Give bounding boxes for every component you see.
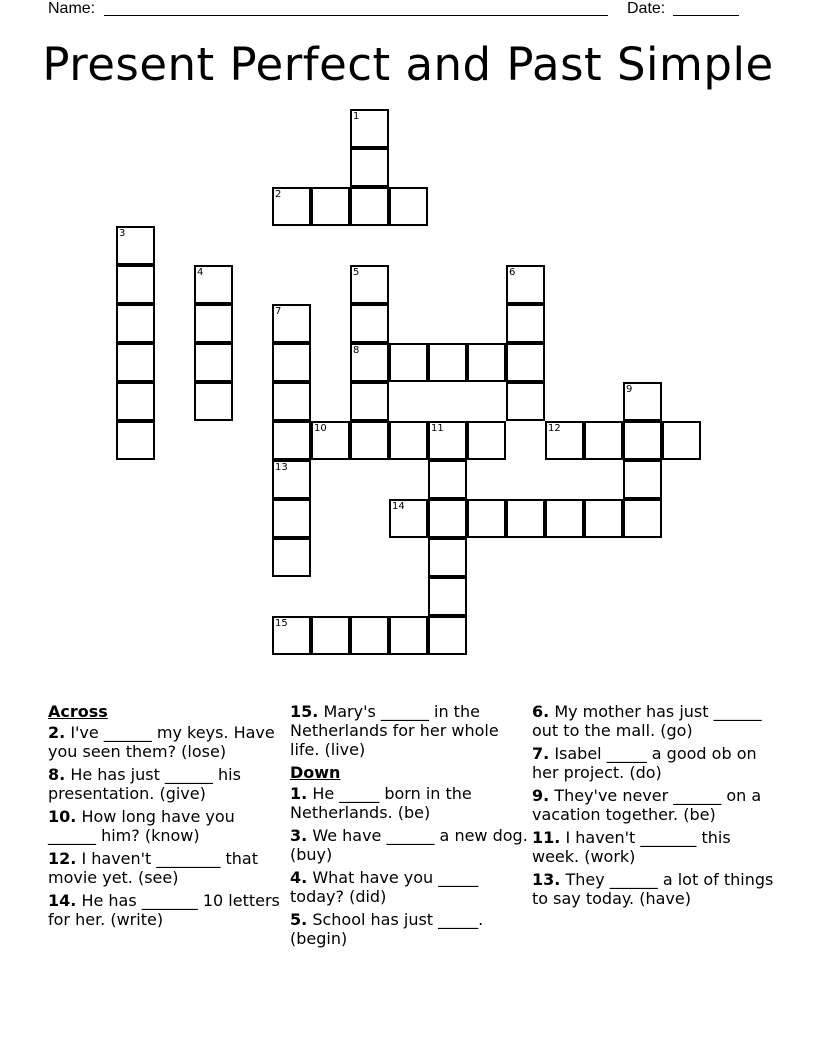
clue-across-10: 10. How long have you ______ him? (know) [48,807,235,845]
name-field[interactable] [104,2,608,16]
clue-number: 4 [197,267,204,278]
grid-cell-r8-c7[interactable] [389,421,428,460]
clue-down-9: 9. They've never ______ on a vacation together. (be) [532,786,762,824]
grid-cell-r9-c13[interactable] [623,460,662,499]
grid-cell-r6-c0[interactable] [116,343,155,382]
grid-cell-r10-c10[interactable] [506,499,545,538]
clue-down-6: 6. My mother has just ______ out to the mall. (go) [532,702,762,740]
page-title: Present Perfect and Past Simple [42,38,774,91]
grid-cell-r7-c13[interactable] [623,382,662,421]
grid-cell-r7-c6[interactable] [350,382,389,421]
date-field[interactable] [673,2,739,16]
grid-cell-r6-c8[interactable] [428,343,467,382]
grid-cell-r13-c5[interactable] [311,616,350,655]
clues-column-3 [532,702,782,912]
grid-cell-r11-c4[interactable] [272,538,311,577]
grid-cell-r13-c7[interactable] [389,616,428,655]
clue-number: 2 [275,189,282,200]
grid-cell-r7-c2[interactable] [194,382,233,421]
clue-number: 13 [275,462,288,473]
grid-cell-r6-c10[interactable] [506,343,545,382]
clues-column-2 [290,702,530,952]
grid-cell-r10-c8[interactable] [428,499,467,538]
grid-cell-r4-c6[interactable] [350,265,389,304]
grid-cell-r5-c10[interactable] [506,304,545,343]
grid-cell-r8-c8[interactable] [428,421,467,460]
grid-cell-r1-c6[interactable] [350,148,389,187]
grid-cell-r7-c0[interactable] [116,382,155,421]
grid-cell-r10-c11[interactable] [545,499,584,538]
grid-cell-r9-c4[interactable] [272,460,311,499]
clue-number: 7 [275,306,282,317]
clue-number: 15 [275,618,288,629]
grid-cell-r12-c8[interactable] [428,577,467,616]
clue-across-2: 2. I've ______ my keys. Have you seen them? (lose) [48,723,275,761]
grid-cell-r4-c10[interactable] [506,265,545,304]
grid-cell-r13-c8[interactable] [428,616,467,655]
grid-cell-r9-c8[interactable] [428,460,467,499]
grid-cell-r8-c13[interactable] [623,421,662,460]
clue-number: 9 [626,384,633,395]
grid-cell-r5-c2[interactable] [194,304,233,343]
clue-number: 14 [392,501,405,512]
clue-number: 8 [353,345,360,356]
clue-number: 6 [509,267,516,278]
grid-cell-r3-c0[interactable] [116,226,155,265]
date-label: Date: [627,0,666,17]
grid-cell-r10-c13[interactable] [623,499,662,538]
grid-cell-r6-c7[interactable] [389,343,428,382]
clue-across-14: 14. He has _______ 10 letters for her. (write) [48,891,280,929]
grid-cell-r6-c2[interactable] [194,343,233,382]
grid-cell-r6-c9[interactable] [467,343,506,382]
clue-number: 11 [431,423,444,434]
grid-cell-r5-c4[interactable] [272,304,311,343]
grid-cell-r2-c6[interactable] [350,187,389,226]
clue-number: 5 [353,267,360,278]
grid-cell-r4-c0[interactable] [116,265,155,304]
clue-down-11: 11. I haven't _______ this week. (work) [532,828,731,866]
grid-cell-r2-c7[interactable] [389,187,428,226]
grid-cell-r10-c7[interactable] [389,499,428,538]
grid-cell-r10-c9[interactable] [467,499,506,538]
grid-cell-r0-c6[interactable] [350,109,389,148]
grid-cell-r8-c12[interactable] [584,421,623,460]
grid-cell-r8-c4[interactable] [272,421,311,460]
grid-cell-r13-c6[interactable] [350,616,389,655]
clue-across-8: 8. He has just ______ his presentation. (give) [48,765,241,803]
grid-cell-r2-c5[interactable] [311,187,350,226]
across-heading: Across [48,702,108,721]
grid-cell-r7-c10[interactable] [506,382,545,421]
clue-down-7: 7. Isabel _____ a good ob on her project. (do) [532,744,757,782]
name-label: Name: [48,0,96,17]
clue-across-12: 12. I haven't ________ that movie yet. (see) [48,849,258,887]
grid-cell-r2-c4[interactable] [272,187,311,226]
grid-cell-r6-c6[interactable] [350,343,389,382]
grid-cell-r7-c4[interactable] [272,382,311,421]
grid-cell-r8-c9[interactable] [467,421,506,460]
grid-cell-r8-c14[interactable] [662,421,701,460]
grid-cell-r5-c6[interactable] [350,304,389,343]
grid-cell-r8-c11[interactable] [545,421,584,460]
clue-number: 3 [119,228,126,239]
clue-down-13: 13. They ______ a lot of things to say today. (have) [532,870,774,908]
grid-cell-r10-c12[interactable] [584,499,623,538]
grid-cell-r4-c2[interactable] [194,265,233,304]
grid-cell-r10-c4[interactable] [272,499,311,538]
down-heading: Down [290,763,341,782]
clue-down-3: 3. We have ______ a new dog. (buy) [290,826,528,864]
grid-cell-r8-c5[interactable] [311,421,350,460]
clue-down-1: 1. He _____ born in the Netherlands. (be) [290,784,472,822]
grid-cell-r8-c0[interactable] [116,421,155,460]
grid-cell-r11-c8[interactable] [428,538,467,577]
clue-number: 12 [548,423,561,434]
clue-number: 10 [314,423,327,434]
clues-column-1 [48,702,280,933]
clue-down-4: 4. What have you _____ today? (did) [290,868,479,906]
grid-cell-r5-c0[interactable] [116,304,155,343]
grid-cell-r13-c4[interactable] [272,616,311,655]
clue-across-15: 15. Mary's ______ in the Netherlands for her whole life. (live) [290,702,499,759]
grid-cell-r8-c6[interactable] [350,421,389,460]
clue-down-5: 5. School has just _____. (begin) [290,910,484,948]
clue-number: 1 [353,111,360,122]
grid-cell-r6-c4[interactable] [272,343,311,382]
